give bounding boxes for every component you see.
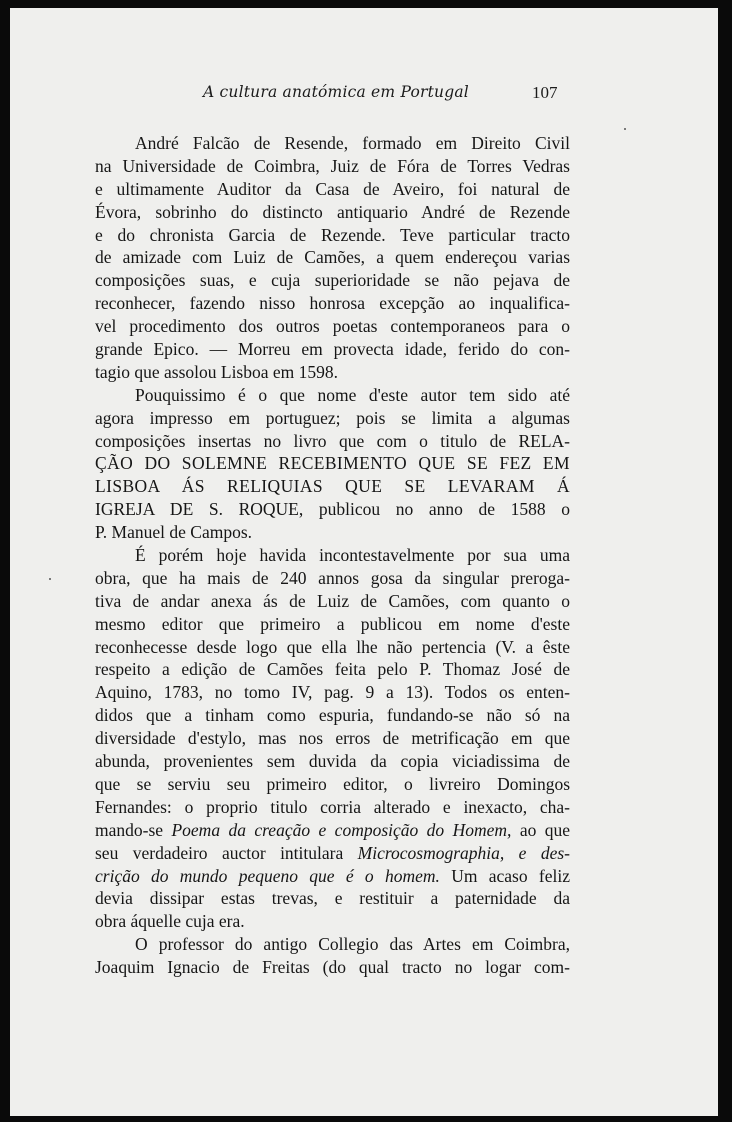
- book-title-italic: crição do mundo pequeno que é o homem.: [95, 865, 440, 886]
- text-line: e ultimamente Auditor da Casa de Aveiro, foi natural de: [95, 178, 570, 199]
- page: [10, 8, 718, 1116]
- book-title-italic: Poema da creação e composição do Homem,: [171, 819, 512, 840]
- page-header: [10, 83, 718, 107]
- paper-speck: [49, 578, 51, 580]
- text-line: reconhecesse desde logo que ella lhe não pertencia (V. a êste: [95, 636, 570, 657]
- text-segment: seu verdadeiro auctor intitulara: [95, 842, 344, 863]
- text-segment: mando-se: [95, 819, 164, 840]
- text-line: respeito a edição de Camões feita pelo P. Thomaz José de: [95, 659, 570, 680]
- text-line: mesmo editor que primeiro a publicou em nome d'este: [95, 613, 570, 634]
- text-line: Aquino, 1783, no tomo IV, pag. 9 a 13). Todos os enten-: [95, 682, 570, 703]
- text-line: ÇÃO DO SOLEMNE RECEBIMENTO QUE SE FEZ EM: [95, 453, 570, 474]
- text-line: [95, 819, 570, 842]
- text-line: Pouquissimo é o que nome d'este autor tem sido até: [135, 384, 570, 405]
- paper-speck: [624, 128, 626, 130]
- text-line: LISBOA ÁS RELIQUIAS QUE SE LEVARAM Á: [95, 476, 570, 497]
- text-line: [95, 842, 570, 865]
- text-line: didos que a tinham como espuria, fundando-se não só na: [95, 705, 570, 726]
- text-line: obra áquelle cuja era.: [95, 911, 245, 932]
- text-line: André Falcão de Resende, formado em Direito Civil: [135, 133, 570, 153]
- text-line: obra, que ha mais de 240 annos gosa da singular preroga-: [95, 567, 570, 588]
- text-segment: ao que: [519, 819, 571, 840]
- book-title-italic: Microcosmographia, e des-: [357, 842, 571, 863]
- text-line: É porém hoje havida incontestavelmente por sua uma: [135, 545, 570, 566]
- text-line: composições suas, e cuja superioridade se não pejava de: [95, 270, 570, 291]
- text-line: na Universidade de Coimbra, Juiz de Fóra de Torres Vedras: [95, 155, 570, 176]
- text-segment: Um acaso feliz: [451, 865, 570, 886]
- text-line: reconhecer, fazendo nisso honrosa excepção ao inqualifica-: [95, 293, 570, 314]
- text-line: [95, 865, 570, 888]
- text-line: grande Epico. — Morreu em provecta idade, ferido do con-: [95, 339, 570, 360]
- body-text: [95, 132, 570, 979]
- running-title: A cultura anatómica em Portugal: [203, 83, 469, 101]
- text-line: Joaquim Ignacio de Freitas (do qual tracto no logar com-: [95, 957, 570, 978]
- text-line: abunda, provenientes sem duvida da copia viciadissima de: [95, 751, 570, 772]
- text-line: composições insertas no livro que com o titulo de RELA-: [95, 430, 570, 451]
- text-line: diversidade d'estylo, mas nos erros de metrificação em que: [95, 728, 570, 749]
- page-number: 107: [532, 83, 558, 102]
- text-line: de amizade com Luiz de Camões, a quem endereçou varias: [95, 247, 570, 268]
- text-line: IGREJA DE S. ROQUE, publicou no anno de 1588 o: [95, 499, 570, 520]
- text-line: tagio que assolou Lisboa em 1598.: [95, 361, 339, 382]
- text-line: que se serviu seu primeiro editor, o livreiro Domingos: [95, 773, 570, 794]
- text-line: P. Manuel de Campos.: [95, 522, 253, 543]
- text-line: tiva de andar anexa ás de Luiz de Camões, com quanto o: [95, 590, 570, 611]
- text-line: Fernandes: o proprio titulo corria alterado e inexacto, cha-: [95, 796, 570, 817]
- text-line: e do chronista Garcia de Rezende. Teve particular tracto: [95, 224, 570, 245]
- text-line: O professor do antigo Collegio das Artes em Coimbra,: [135, 934, 570, 955]
- text-line: agora impresso em portuguez; pois se limita a algumas: [95, 407, 570, 428]
- text-line: devia dissipar estas trevas, e restituir a paternidade da: [95, 888, 570, 909]
- text-line: vel procedimento dos outros poetas contemporaneos para o: [95, 316, 570, 337]
- text-line: Évora, sobrinho do distincto antiquario André de Rezende: [95, 201, 570, 222]
